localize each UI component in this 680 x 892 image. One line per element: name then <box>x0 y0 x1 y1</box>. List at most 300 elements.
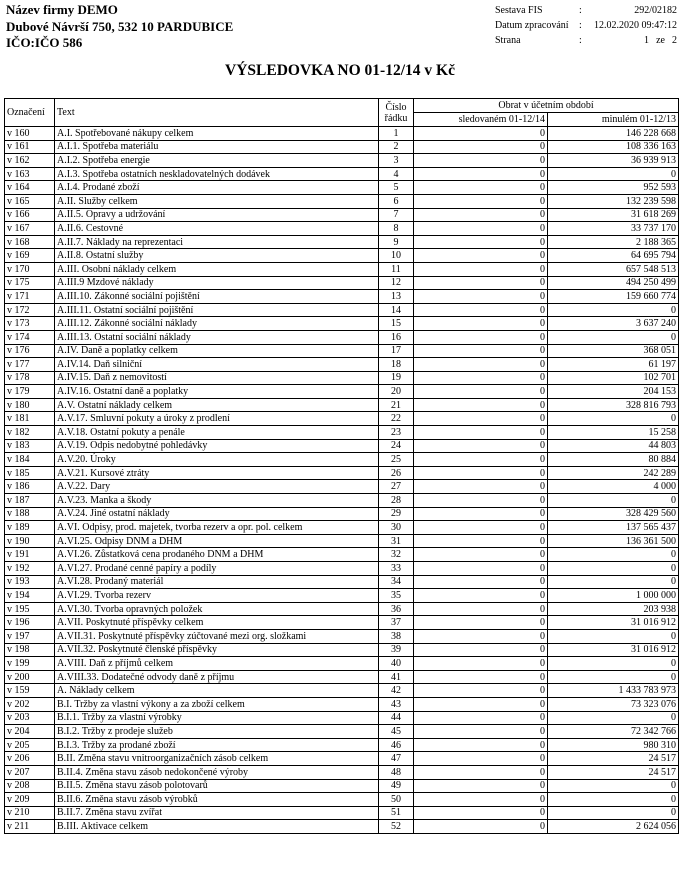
table-row <box>5 167 679 181</box>
cell-sledovanem: 0 <box>414 793 548 807</box>
datum-value: 12.02.2020 09:47:12 <box>593 20 677 31</box>
cell-oznaceni: v 195 <box>5 602 55 616</box>
cell-oznaceni: v 162 <box>5 154 55 168</box>
cell-oznaceni: v 205 <box>5 738 55 752</box>
table-row <box>5 793 679 807</box>
page-total: 2 <box>672 35 677 46</box>
table-row <box>5 276 679 290</box>
table-row <box>5 426 679 440</box>
cell-minulem: 2 624 056 <box>548 820 679 834</box>
cell-oznaceni: v 182 <box>5 426 55 440</box>
table-row <box>5 534 679 548</box>
cell-text: A.II.5. Opravy a udržování <box>55 208 379 222</box>
cell-oznaceni: v 190 <box>5 534 55 548</box>
cell-cislo: 32 <box>379 548 414 562</box>
cell-text: B.I.2. Tržby z prodeje služeb <box>55 725 379 739</box>
cell-oznaceni: v 207 <box>5 765 55 779</box>
cell-text: A.I.1. Spotřeba materiálu <box>55 140 379 154</box>
cell-sledovanem: 0 <box>414 562 548 576</box>
cell-sledovanem: 0 <box>414 344 548 358</box>
cell-oznaceni: v 198 <box>5 643 55 657</box>
cell-sledovanem: 0 <box>414 127 548 141</box>
cell-sledovanem: 0 <box>414 371 548 385</box>
cell-text: A.IV.16. Ostatní daně a poplatky <box>55 385 379 399</box>
cell-oznaceni: v 199 <box>5 657 55 671</box>
cell-minulem: 0 <box>548 562 679 576</box>
header-sledovanem: sledovaném 01-12/14 <box>414 113 548 127</box>
cell-minulem: 0 <box>548 303 679 317</box>
cell-cislo: 8 <box>379 222 414 236</box>
cell-sledovanem: 0 <box>414 711 548 725</box>
cell-minulem: 952 593 <box>548 181 679 195</box>
cell-text: A.I.3. Spotřeba ostatních neskladovatelných dodávek <box>55 167 379 181</box>
table-body <box>5 127 679 834</box>
cell-cislo: 31 <box>379 534 414 548</box>
cell-sledovanem: 0 <box>414 629 548 643</box>
table-row <box>5 371 679 385</box>
cell-oznaceni: v 185 <box>5 466 55 480</box>
strana-label: Strana <box>495 35 521 46</box>
cell-minulem: 2 188 365 <box>548 235 679 249</box>
cell-sledovanem: 0 <box>414 398 548 412</box>
cell-cislo: 42 <box>379 684 414 698</box>
cell-sledovanem: 0 <box>414 806 548 820</box>
cell-sledovanem: 0 <box>414 439 548 453</box>
cell-oznaceni: v 188 <box>5 507 55 521</box>
cell-text: A.III.10. Zákonné sociální pojištění <box>55 290 379 304</box>
table-row <box>5 358 679 372</box>
table-row <box>5 127 679 141</box>
cell-oznaceni: v 189 <box>5 521 55 535</box>
cell-cislo: 2 <box>379 140 414 154</box>
cell-minulem: 3 637 240 <box>548 317 679 331</box>
cell-cislo: 33 <box>379 562 414 576</box>
cell-minulem: 44 803 <box>548 439 679 453</box>
cell-cislo: 52 <box>379 820 414 834</box>
cell-cislo: 16 <box>379 330 414 344</box>
cell-text: A.V.20. Úroky <box>55 453 379 467</box>
table-row <box>5 738 679 752</box>
table-row <box>5 480 679 494</box>
table-row <box>5 657 679 671</box>
cell-text: B.III. Aktivace celkem <box>55 820 379 834</box>
company-address: Dubové Návrší 750, 532 10 PARDUBICE <box>6 18 234 34</box>
cell-cislo: 12 <box>379 276 414 290</box>
cell-text: B.II.6. Změna stavu zásob výrobků <box>55 793 379 807</box>
cell-text: A.V. Ostatní náklady celkem <box>55 398 379 412</box>
datum-colon: : <box>579 20 582 31</box>
cell-sledovanem: 0 <box>414 249 548 263</box>
cell-sledovanem: 0 <box>414 167 548 181</box>
cell-text: A.VI.28. Prodaný materiál <box>55 575 379 589</box>
sestava-value: 292/02182 <box>634 5 677 16</box>
cell-cislo: 3 <box>379 154 414 168</box>
cell-oznaceni: v 168 <box>5 235 55 249</box>
header-text: Text <box>55 99 379 127</box>
cell-text: A.I. Spotřebované nákupy celkem <box>55 127 379 141</box>
table-row <box>5 385 679 399</box>
table-row <box>5 548 679 562</box>
cell-sledovanem: 0 <box>414 820 548 834</box>
cell-oznaceni: v 179 <box>5 385 55 399</box>
cell-oznaceni: v 177 <box>5 358 55 372</box>
cell-cislo: 7 <box>379 208 414 222</box>
cell-sledovanem: 0 <box>414 779 548 793</box>
cell-sledovanem: 0 <box>414 507 548 521</box>
cell-cislo: 21 <box>379 398 414 412</box>
table-row <box>5 589 679 603</box>
table-row <box>5 752 679 766</box>
cell-text: B.II.5. Změna stavu zásob polotovarů <box>55 779 379 793</box>
cell-sledovanem: 0 <box>414 725 548 739</box>
cell-oznaceni: v 164 <box>5 181 55 195</box>
cell-cislo: 25 <box>379 453 414 467</box>
cell-cislo: 34 <box>379 575 414 589</box>
cell-minulem: 494 250 499 <box>548 276 679 290</box>
table-row <box>5 602 679 616</box>
cell-text: A.IV.14. Daň silniční <box>55 358 379 372</box>
cell-oznaceni: v 193 <box>5 575 55 589</box>
cell-oznaceni: v 203 <box>5 711 55 725</box>
cell-minulem: 159 660 774 <box>548 290 679 304</box>
cell-text: A.III.12. Zákonné sociální náklady <box>55 317 379 331</box>
cell-oznaceni: v 166 <box>5 208 55 222</box>
cell-sledovanem: 0 <box>414 412 548 426</box>
table-row <box>5 684 679 698</box>
cell-sledovanem: 0 <box>414 385 548 399</box>
cell-oznaceni: v 159 <box>5 684 55 698</box>
cell-sledovanem: 0 <box>414 575 548 589</box>
cell-minulem: 24 517 <box>548 752 679 766</box>
table-row <box>5 494 679 508</box>
cell-sledovanem: 0 <box>414 290 548 304</box>
cell-sledovanem: 0 <box>414 521 548 535</box>
cell-cislo: 9 <box>379 235 414 249</box>
cell-minulem: 33 737 170 <box>548 222 679 236</box>
table-row <box>5 317 679 331</box>
cell-oznaceni: v 171 <box>5 290 55 304</box>
meta-strana <box>495 33 677 48</box>
cell-sledovanem: 0 <box>414 181 548 195</box>
cell-minulem: 146 228 668 <box>548 127 679 141</box>
cell-cislo: 1 <box>379 127 414 141</box>
company-ico: IČO:IČO 586 <box>6 35 83 50</box>
cell-oznaceni: v 176 <box>5 344 55 358</box>
cell-minulem: 0 <box>548 548 679 562</box>
cell-minulem: 31 016 912 <box>548 616 679 630</box>
cell-text: A.VI.27. Prodané cenné papíry a podíly <box>55 562 379 576</box>
cell-sledovanem: 0 <box>414 303 548 317</box>
cell-minulem: 0 <box>548 575 679 589</box>
header-cislo-line1: Číslo <box>385 101 407 113</box>
cell-cislo: 6 <box>379 194 414 208</box>
cell-cislo: 40 <box>379 657 414 671</box>
header-oznaceni: Označení <box>5 99 55 127</box>
company-name: Název firmy DEMO <box>6 2 118 17</box>
header-cislo-line2: řádku <box>384 112 408 124</box>
cell-oznaceni: v 183 <box>5 439 55 453</box>
page-number: 1 <box>644 35 649 46</box>
cell-cislo: 49 <box>379 779 414 793</box>
table-row <box>5 290 679 304</box>
cell-text: B.I. Tržby za vlastní výkony a za zboží celkem <box>55 697 379 711</box>
table-row <box>5 194 679 208</box>
cell-cislo: 38 <box>379 629 414 643</box>
cell-minulem: 15 258 <box>548 426 679 440</box>
cell-oznaceni: v 175 <box>5 276 55 290</box>
table-row <box>5 616 679 630</box>
sestava-label: Sestava FIS <box>495 5 543 16</box>
cell-oznaceni: v 161 <box>5 140 55 154</box>
report-title: VÝSLEDOVKA NO 01-12/14 v Kč <box>225 62 455 79</box>
cell-minulem: 0 <box>548 167 679 181</box>
cell-cislo: 22 <box>379 412 414 426</box>
cell-minulem: 132 239 598 <box>548 194 679 208</box>
cell-cislo: 44 <box>379 711 414 725</box>
cell-sledovanem: 0 <box>414 154 548 168</box>
cell-text: A.VI. Odpisy, prod. majetek, tvorba rezerv a opr. pol. celkem <box>55 521 379 535</box>
cell-oznaceni: v 187 <box>5 494 55 508</box>
cell-sledovanem: 0 <box>414 140 548 154</box>
table-row <box>5 453 679 467</box>
cell-cislo: 11 <box>379 262 414 276</box>
cell-text: A.V.21. Kursové ztráty <box>55 466 379 480</box>
cell-text: B.II. Změna stavu vnitroorganizačních zásob celkem <box>55 752 379 766</box>
table-row <box>5 697 679 711</box>
cell-cislo: 51 <box>379 806 414 820</box>
cell-oznaceni: v 211 <box>5 820 55 834</box>
cell-text: A.VII.31. Poskytnuté příspěvky zúčtované mezi org. složkami <box>55 629 379 643</box>
cell-text: A.V.23. Manka a škody <box>55 494 379 508</box>
cell-text: A.IV.15. Daň z nemovitostí <box>55 371 379 385</box>
cell-sledovanem: 0 <box>414 480 548 494</box>
cell-text: B.II.4. Změna stavu zásob nedokončené výroby <box>55 765 379 779</box>
table-row <box>5 507 679 521</box>
cell-oznaceni: v 194 <box>5 589 55 603</box>
cell-oznaceni: v 181 <box>5 412 55 426</box>
cell-cislo: 36 <box>379 602 414 616</box>
cell-oznaceni: v 170 <box>5 262 55 276</box>
cell-minulem: 102 701 <box>548 371 679 385</box>
cell-sledovanem: 0 <box>414 358 548 372</box>
cell-text: B.I.1. Tržby za vlastní výrobky <box>55 711 379 725</box>
cell-oznaceni: v 178 <box>5 371 55 385</box>
cell-minulem: 368 051 <box>548 344 679 358</box>
cell-text: A.VI.25. Odpisy DNM a DHM <box>55 534 379 548</box>
cell-sledovanem: 0 <box>414 426 548 440</box>
table-row <box>5 765 679 779</box>
cell-minulem: 0 <box>548 657 679 671</box>
cell-minulem: 0 <box>548 779 679 793</box>
cell-text: A. Náklady celkem <box>55 684 379 698</box>
cell-sledovanem: 0 <box>414 589 548 603</box>
cell-oznaceni: v 210 <box>5 806 55 820</box>
cell-text: A.V.19. Odpis nedobytné pohledávky <box>55 439 379 453</box>
cell-minulem: 61 197 <box>548 358 679 372</box>
cell-cislo: 30 <box>379 521 414 535</box>
cell-cislo: 27 <box>379 480 414 494</box>
cell-oznaceni: v 209 <box>5 793 55 807</box>
cell-oznaceni: v 204 <box>5 725 55 739</box>
cell-oznaceni: v 163 <box>5 167 55 181</box>
cell-sledovanem: 0 <box>414 208 548 222</box>
cell-minulem: 657 548 513 <box>548 262 679 276</box>
cell-oznaceni: v 191 <box>5 548 55 562</box>
cell-cislo: 4 <box>379 167 414 181</box>
cell-oznaceni: v 196 <box>5 616 55 630</box>
cell-text: A.V.24. Jiné ostatní náklady <box>55 507 379 521</box>
cell-sledovanem: 0 <box>414 494 548 508</box>
cell-text: A.VIII. Daň z příjmů celkem <box>55 657 379 671</box>
cell-text: A.IV. Daně a poplatky celkem <box>55 344 379 358</box>
cell-minulem: 0 <box>548 793 679 807</box>
page-of-label: ze <box>656 35 665 46</box>
cell-minulem: 36 939 913 <box>548 154 679 168</box>
table-row <box>5 670 679 684</box>
cell-oznaceni: v 172 <box>5 303 55 317</box>
cell-oznaceni: v 206 <box>5 752 55 766</box>
cell-oznaceni: v 174 <box>5 330 55 344</box>
table-row <box>5 725 679 739</box>
cell-text: A.VI.30. Tvorba opravných položek <box>55 602 379 616</box>
cell-text: A.I.4. Prodané zboží <box>55 181 379 195</box>
cell-text: A.VI.29. Tvorba rezerv <box>55 589 379 603</box>
table-row <box>5 235 679 249</box>
cell-cislo: 43 <box>379 697 414 711</box>
cell-cislo: 14 <box>379 303 414 317</box>
cell-cislo: 46 <box>379 738 414 752</box>
cell-minulem: 64 695 794 <box>548 249 679 263</box>
cell-minulem: 203 938 <box>548 602 679 616</box>
cell-minulem: 136 361 500 <box>548 534 679 548</box>
cell-minulem: 0 <box>548 711 679 725</box>
cell-text: A.VII. Poskytnuté příspěvky celkem <box>55 616 379 630</box>
table-row <box>5 249 679 263</box>
sestava-colon: : <box>579 5 582 16</box>
cell-cislo: 26 <box>379 466 414 480</box>
cell-text: A.III. Osobní náklady celkem <box>55 262 379 276</box>
cell-minulem: 1 433 783 973 <box>548 684 679 698</box>
cell-sledovanem: 0 <box>414 548 548 562</box>
cell-minulem: 0 <box>548 494 679 508</box>
table-row <box>5 466 679 480</box>
cell-minulem: 31 618 269 <box>548 208 679 222</box>
cell-sledovanem: 0 <box>414 684 548 698</box>
cell-minulem: 73 323 076 <box>548 697 679 711</box>
cell-oznaceni: v 169 <box>5 249 55 263</box>
cell-oznaceni: v 165 <box>5 194 55 208</box>
cell-sledovanem: 0 <box>414 222 548 236</box>
cell-text: A.III.9 Mzdové náklady <box>55 276 379 290</box>
cell-text: A.VIII.33. Dodatečné odvody daně z příjmu <box>55 670 379 684</box>
cell-sledovanem: 0 <box>414 602 548 616</box>
cell-sledovanem: 0 <box>414 616 548 630</box>
cell-cislo: 41 <box>379 670 414 684</box>
cell-sledovanem: 0 <box>414 670 548 684</box>
cell-text: A.V.17. Smluvní pokuty a úroky z prodlení <box>55 412 379 426</box>
cell-cislo: 45 <box>379 725 414 739</box>
cell-sledovanem: 0 <box>414 643 548 657</box>
cell-text: A.III.11. Ostatní sociální pojištění <box>55 303 379 317</box>
cell-cislo: 17 <box>379 344 414 358</box>
table-row <box>5 398 679 412</box>
cell-minulem: 1 000 000 <box>548 589 679 603</box>
cell-text: A.II.8. Ostatní služby <box>55 249 379 263</box>
cell-oznaceni: v 186 <box>5 480 55 494</box>
cell-sledovanem: 0 <box>414 276 548 290</box>
cell-text: A.II. Služby celkem <box>55 194 379 208</box>
report-meta <box>495 3 677 48</box>
cell-cislo: 10 <box>379 249 414 263</box>
table-row <box>5 806 679 820</box>
cell-minulem: 204 153 <box>548 385 679 399</box>
meta-datum <box>495 18 677 33</box>
cell-sledovanem: 0 <box>414 752 548 766</box>
table-row <box>5 140 679 154</box>
cell-oznaceni: v 197 <box>5 629 55 643</box>
cell-oznaceni: v 160 <box>5 127 55 141</box>
cell-text: A.II.7. Náklady na reprezentaci <box>55 235 379 249</box>
cell-oznaceni: v 192 <box>5 562 55 576</box>
table-row <box>5 208 679 222</box>
cell-minulem: 328 816 793 <box>548 398 679 412</box>
cell-cislo: 24 <box>379 439 414 453</box>
cell-minulem: 0 <box>548 806 679 820</box>
table-row <box>5 820 679 834</box>
cell-oznaceni: v 202 <box>5 697 55 711</box>
cell-minulem: 0 <box>548 670 679 684</box>
results-table <box>4 98 679 834</box>
cell-oznaceni: v 208 <box>5 779 55 793</box>
cell-minulem: 137 565 437 <box>548 521 679 535</box>
cell-oznaceni: v 180 <box>5 398 55 412</box>
cell-text: A.I.2. Spotřeba energie <box>55 154 379 168</box>
cell-minulem: 108 336 163 <box>548 140 679 154</box>
cell-sledovanem: 0 <box>414 657 548 671</box>
meta-sestava <box>495 3 677 18</box>
cell-text: A.III.13. Ostatní sociální náklady <box>55 330 379 344</box>
table-row <box>5 521 679 535</box>
cell-oznaceni: v 200 <box>5 670 55 684</box>
cell-minulem: 242 289 <box>548 466 679 480</box>
cell-sledovanem: 0 <box>414 738 548 752</box>
cell-minulem: 328 429 560 <box>548 507 679 521</box>
cell-cislo: 47 <box>379 752 414 766</box>
cell-minulem: 0 <box>548 330 679 344</box>
cell-sledovanem: 0 <box>414 534 548 548</box>
cell-minulem: 31 016 912 <box>548 643 679 657</box>
cell-oznaceni: v 167 <box>5 222 55 236</box>
header-obrat: Obrat v účetním období <box>414 99 679 113</box>
table-row <box>5 562 679 576</box>
table-row <box>5 643 679 657</box>
cell-sledovanem: 0 <box>414 235 548 249</box>
cell-minulem: 72 342 766 <box>548 725 679 739</box>
table-row <box>5 412 679 426</box>
cell-text: B.I.3. Tržby za prodané zboží <box>55 738 379 752</box>
cell-cislo: 48 <box>379 765 414 779</box>
cell-text: A.II.6. Cestovné <box>55 222 379 236</box>
cell-cislo: 35 <box>379 589 414 603</box>
cell-cislo: 50 <box>379 793 414 807</box>
cell-sledovanem: 0 <box>414 453 548 467</box>
cell-minulem: 4 000 <box>548 480 679 494</box>
cell-sledovanem: 0 <box>414 317 548 331</box>
cell-cislo: 13 <box>379 290 414 304</box>
cell-cislo: 15 <box>379 317 414 331</box>
cell-cislo: 39 <box>379 643 414 657</box>
table-row <box>5 303 679 317</box>
